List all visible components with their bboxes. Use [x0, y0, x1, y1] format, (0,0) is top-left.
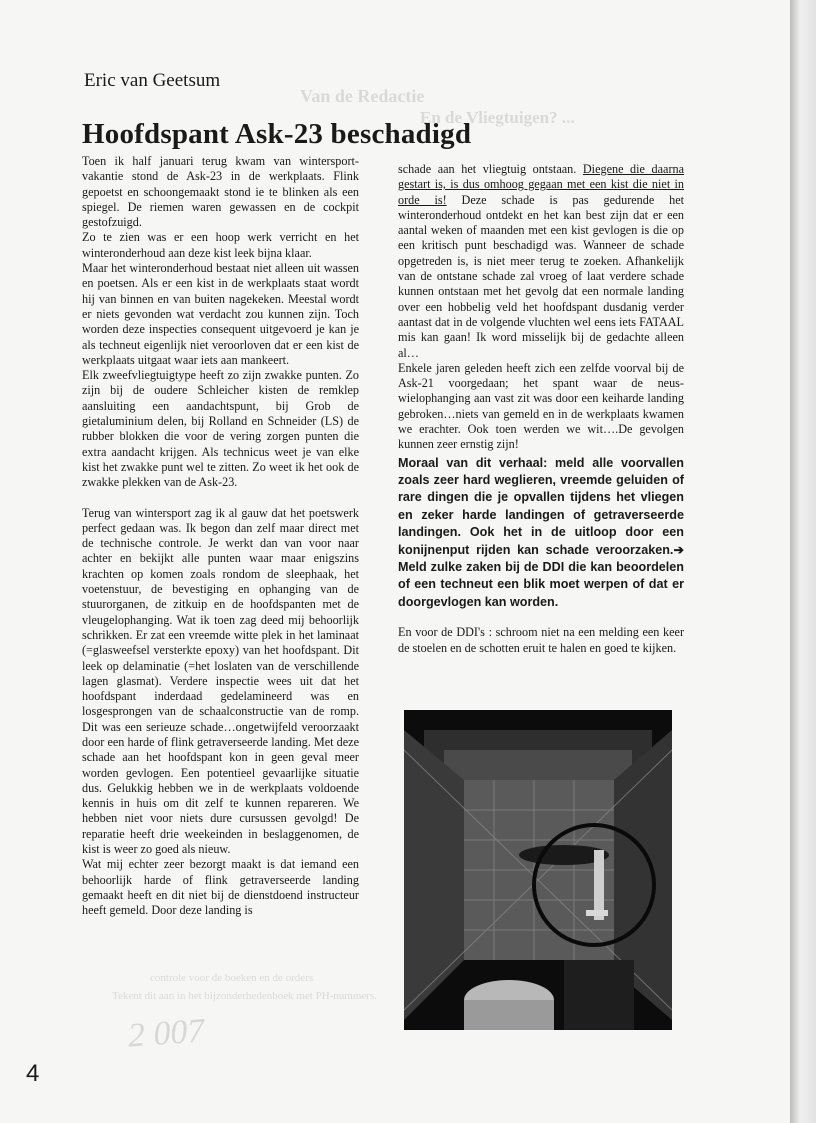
next-page-edge	[790, 0, 816, 1123]
page-number: 4	[26, 1060, 40, 1087]
paragraph-inspection: Maar het winteronderhoud bestaat niet alleen uit wassen en poetsen. Als er een kist in de werkplaats staat wordt hij van binnen en van buiten nagekeken. Meestal wordt er niets gevonden wat verdacht zou kunnen zijn. Toch worden deze inspecties consequent uitgevoerd je kan je als techneut eigenlijk niet veroorloven dat er een kist de werkplaats uitgaat waar iets aan mankeert.	[82, 261, 359, 367]
paragraph-concern: Wat mij echter zeer bezorgt maakt is dat iemand een behoorlijk harde of flink getraverseerde landing gemaakt heeft en dit niet bij de dienstdoend instructeur heeft gemeld. Door deze landing is	[82, 857, 359, 918]
bleed-through-subheader: En de Vliegtuigen? ...	[420, 108, 575, 127]
author-name: Eric van Geetsum	[84, 70, 221, 91]
moral-of-story: Moraal van dit verhaal: meld alle voorvallen zoals zeer hard weglieren, vreemde geluiden of rare dingen die je opvallen tijdens het vliegen en zeker harde landingen of getraverseerde landingen. Ook het in de uitloop door een konijnenput rijden kan schade veroorzaken.➔ Meld zulke zaken bij de DDI die kan beoordelen of een techneut een blik moet werpen of dat er doorgevlogen kan worden.	[398, 455, 684, 609]
left-column	[82, 154, 359, 919]
paragraph-damage-found: Terug van wintersport zag ik al gauw dat het poetswerk perfect gedaan was. Ik begon dan zelf maar direct met de technische controle. Je werkt dan van voor naar achter en bekijkt alle punten waar maar enigszins krachten op komen zoals rondom de sleephaak, het voetenstuur, de bevestiging en ophanging van de stuurorganen, de zitkuip en de hoofdspanten met de vleugelophanging. Wat ik toen zag deed mij behoorlijk schrikken. Er zat een vreemde witte plek in het laminaat (=glasweefsel versterkte epoxy) van het hoofdspant. Dit leek op delaminatie (=het loslaten van de verschillende lagen glasmat). Verdere inspectie wees uit dat het hoofdspant inderdaad gedelamineerd was en losgesprongen van de schaalconstructie van de romp. Dit was een serieuze schade…ongetwijfeld veroorzaakt door een harde of flink getraverseerde landing. Met deze schade aan het hoofdspant kon in geen geval meer worden gevlogen. Een potentieel gevaarlijke situatie dus. Gelukkig hebben we in de werkplaats voldoende kennis in huis om dit zelf te kunnen repareren. We hebben niet voor niets dure cursussen gevolgd! De reparatie heeft drie weekeinden in beslaggenomen, de kist is weer zo goed als nieuw.	[82, 505, 359, 857]
paragraph-work-done: Zo te zien was er een hoop werk verricht en het winteronderhoud aan deze kist leek bijna klaar.	[82, 230, 359, 260]
main-spar-damage-illustration	[404, 710, 672, 1030]
bleed-through-footer-b: Tekent dit aan in het bijzonderhedenboek met PH-nummers.	[112, 990, 377, 1002]
ddi-note: En voor de DDI's : schroom niet na een melding een keer de stoelen en de schotten eruit te halen en goed te kijken.	[398, 625, 684, 655]
article-title: Hoofdspant Ask-23 beschadigd	[82, 118, 472, 150]
paragraph-intro: Toen ik half januari terug kwam van wintersport-vakantie stond de Ask-23 in de werkplaats. Flink gepoetst en schoongemaakt stond ie te blinken als een spiegel. De riemen waren gewassen en de cockpit gestofzuigd.	[82, 154, 359, 230]
right-column	[398, 162, 684, 656]
paragraph-consequences: schade aan het vliegtuig ontstaan. Diegene die daarna gestart is, is dus omhoog gegaan met een kist die niet in orde is! Deze schade is pas gedurende het winteronderhoud ontdekt en het kan best zijn dat er een aantal weken of maanden met een kist gevlogen is die op een kritisch punt beschadigd was. Wanneer de schade opgetreden is, is niet meer terug te zoeken. Afhankelijk van de ontstane schade zal vroeg of laat verdere schade kunnen ontstaan met het gevolg dat een normale landing over een hobbelig veld het hoofdspant dusdanig verder aantast dat in de volgende vluchten wel eens iets FATAAL mis kan gaan! Ik word misselijk bij de gedachte alleen al…	[398, 162, 685, 360]
paragraph-ask21-incident: Enkele jaren geleden heeft zich een zelfde voorval bij de Ask-21 voorgedaan; het spant waar de neus-wielophanging aan vast zit was door een keiharde landing gebroken…niets van gemeld en in de werkplaats kwamen we erachter. Ook toen werden we wit….De gevolgen kunnen zeer ernstig zijn!	[398, 360, 684, 452]
bleed-through-footer-a: controle voor de boeken en de orders	[150, 972, 314, 984]
paragraph-weak-points: Elk zweefvliegtuigtype heeft zo zijn zwakke punten. Zo zijn bij de oudere Schleicher kisten de remklep aansluiting een aandachtspunt, bij Grob de gietaluminium delen, bij Rolland en Schneider (LS) de rubber blokken die voor de vering zorgen punten die extra aandacht krijgen. Als technicus weet je van elke kist het zwakke punt wel te zitten. Zo weet ik het ook de zwakke plekken van de Ask-23.	[82, 368, 359, 490]
fuselage-interior-photo	[404, 710, 672, 1030]
underlined-warning: Diegene die daarna gestart is, is dus omhoog gegaan met een kist die niet in orde is!	[398, 162, 685, 207]
arrow-icon: ➔	[673, 542, 684, 557]
handwritten-mark: 2 007	[126, 1012, 206, 1055]
bleed-through-header: Van de Redactie	[300, 86, 425, 106]
